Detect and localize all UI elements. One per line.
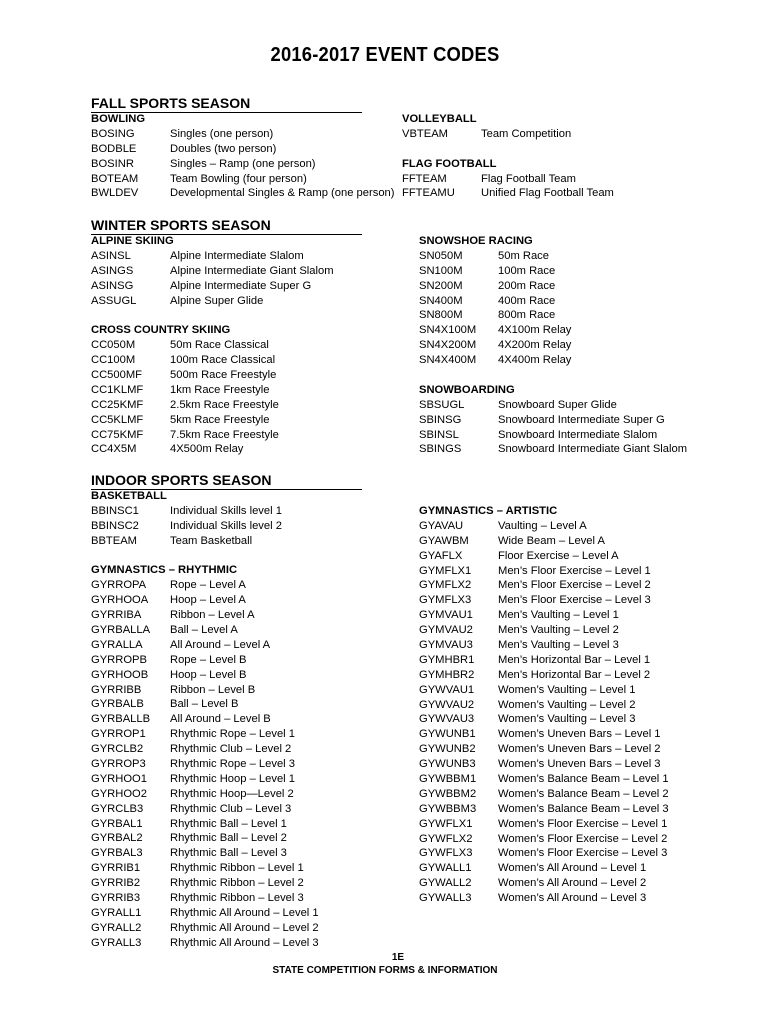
event-description: 50m Race <box>498 249 549 262</box>
sport-category-heading: ALPINE SKIING <box>91 235 174 247</box>
event-description: Ball – Level B <box>170 698 239 711</box>
event-description: Women’s All Around – Level 3 <box>498 892 647 905</box>
event-description: Men’s Floor Exercise – Level 1 <box>498 564 651 577</box>
event-row <box>419 623 669 638</box>
event-row <box>419 294 687 309</box>
event-description: Team Bowling (four person) <box>170 172 307 185</box>
event-description: Snowboard Intermediate Super G <box>498 413 665 426</box>
event-row <box>419 832 669 847</box>
event-code: GYMVAU1 <box>419 609 473 622</box>
event-code: GYRROPB <box>91 653 147 666</box>
spacer <box>91 549 319 564</box>
event-code: GYWBBM1 <box>419 773 477 786</box>
event-description: Rhythmic Ribbon – Level 3 <box>170 892 304 905</box>
event-row <box>419 817 669 832</box>
event-code: CC1KLMF <box>91 383 144 396</box>
event-description: Wide Beam – Level A <box>498 534 605 547</box>
event-code: GYRROP1 <box>91 728 146 741</box>
event-description: 800m Race <box>498 309 556 322</box>
event-description: Rhythmic Ribbon – Level 1 <box>170 862 304 875</box>
event-code: GYMVAU2 <box>419 624 473 637</box>
event-row <box>91 608 319 623</box>
event-description: 100m Race Classical <box>170 354 276 367</box>
event-row <box>91 186 395 201</box>
event-description: 4X200m Relay <box>498 339 572 352</box>
event-description: Hoop – Level A <box>170 594 246 607</box>
sport-category-heading: BOWLING <box>91 113 146 125</box>
event-row <box>91 772 319 787</box>
event-row <box>91 413 334 428</box>
event-description: Men’s Horizontal Bar – Level 1 <box>498 653 651 666</box>
event-code: GYRALL2 <box>91 921 142 934</box>
event-row <box>419 861 669 876</box>
event-description: Snowboard Super Glide <box>498 398 617 411</box>
event-description: Ribbon – Level A <box>170 609 255 622</box>
event-code: SN200M <box>419 279 463 292</box>
event-row <box>91 578 319 593</box>
event-code: CC25KMF <box>91 398 144 411</box>
event-row <box>91 519 319 534</box>
event-description: Women’s Floor Exercise – Level 1 <box>498 817 668 830</box>
event-row <box>419 638 669 653</box>
event-code: GYRROPA <box>91 579 147 592</box>
event-description: Women’s Uneven Bars – Level 1 <box>498 728 661 741</box>
event-row <box>419 323 687 338</box>
event-description: All Around – Level A <box>170 638 271 651</box>
event-description: Flag Football Team <box>481 172 576 185</box>
event-code: SN050M <box>419 249 463 262</box>
event-row <box>91 936 319 951</box>
event-code: BOTEAM <box>91 172 139 185</box>
event-code: GYRBAL2 <box>91 832 143 845</box>
fall-left-block <box>91 112 395 201</box>
fall-right-block <box>402 112 614 201</box>
event-row <box>91 638 319 653</box>
section-heading-winter: WINTER SPORTS SEASON <box>91 218 362 235</box>
event-description: Rhythmic Ribbon – Level 2 <box>170 877 304 890</box>
event-code: GYRHOO1 <box>91 772 147 785</box>
event-description: 4X100m Relay <box>498 324 572 337</box>
event-code: GYWUNB2 <box>419 743 476 756</box>
event-description: Floor Exercise – Level A <box>498 549 619 562</box>
event-code: CC500MF <box>91 369 142 382</box>
event-description: Rhythmic All Around – Level 2 <box>170 921 319 934</box>
event-description: Women’s Floor Exercise – Level 2 <box>498 832 668 845</box>
event-code: SBSUGL <box>419 398 465 411</box>
event-code: GYAWBM <box>419 534 469 547</box>
event-code: CC4X5M <box>91 443 137 456</box>
event-code: SN400M <box>419 294 463 307</box>
event-row <box>91 353 334 368</box>
event-row <box>91 846 319 861</box>
event-description: Rhythmic Hoop – Level 1 <box>170 772 295 785</box>
event-description: Men’s Floor Exercise – Level 2 <box>498 579 651 592</box>
indoor-left-block <box>91 489 319 951</box>
event-row <box>91 742 319 757</box>
event-code: GYWBBM2 <box>419 787 477 800</box>
event-code: GYWUNB1 <box>419 728 476 741</box>
event-code: BOSING <box>91 127 135 140</box>
event-code: GYRRIBB <box>91 683 142 696</box>
sport-category-heading: FLAG FOOTBALL <box>402 157 497 170</box>
event-code: GYWALL3 <box>419 892 472 905</box>
event-description: Unified Flag Football Team <box>481 187 614 200</box>
event-row <box>419 891 669 906</box>
event-row <box>91 534 319 549</box>
event-row <box>91 172 395 187</box>
event-row <box>419 653 669 668</box>
event-description: Hoop – Level B <box>170 668 247 681</box>
event-code: GYMVAU3 <box>419 639 473 652</box>
event-row <box>402 172 614 187</box>
event-description: Women’s Vaulting – Level 1 <box>498 683 636 696</box>
event-code: VBTEAM <box>402 127 449 140</box>
event-code: GYWVAU1 <box>419 683 475 696</box>
event-description: Rope – Level B <box>170 653 247 666</box>
event-row <box>91 891 319 906</box>
event-code: ASSUGL <box>91 294 137 307</box>
event-description: Alpine Intermediate Slalom <box>170 249 304 262</box>
event-row <box>419 757 669 772</box>
event-description: 50m Race Classical <box>170 339 269 352</box>
event-code: ASINSG <box>91 279 134 292</box>
event-description: Women’s Uneven Bars – Level 3 <box>498 758 661 771</box>
event-code: GYWUNB3 <box>419 758 476 771</box>
event-row <box>91 757 319 772</box>
event-row <box>91 683 319 698</box>
event-description: Men’s Horizontal Bar – Level 2 <box>498 668 651 681</box>
event-description: Rhythmic Club – Level 2 <box>170 743 292 756</box>
event-description: Ribbon – Level B <box>170 683 256 696</box>
event-row <box>91 442 334 457</box>
event-description: 500m Race Freestyle <box>170 369 277 382</box>
event-row <box>419 727 669 742</box>
event-code: SBINGS <box>419 443 462 456</box>
sport-category-heading: SNOWBOARDING <box>419 383 515 396</box>
event-code: GYWVAU3 <box>419 713 475 726</box>
event-code: SN800M <box>419 309 463 322</box>
sport-category-heading: BASKETBALL <box>91 490 167 502</box>
event-code: FFTEAMU <box>402 187 455 200</box>
event-row <box>91 264 334 279</box>
event-code: ASINGS <box>91 264 134 277</box>
event-description: Women’s All Around – Level 1 <box>498 862 647 875</box>
event-code: GYMHBR1 <box>419 653 475 666</box>
event-code: SN100M <box>419 264 463 277</box>
event-code: GYAFLX <box>419 549 463 562</box>
event-code: CC75KMF <box>91 428 144 441</box>
event-row <box>419 712 669 727</box>
event-row <box>91 668 319 683</box>
event-description: Developmental Singles & Ramp (one person) <box>170 187 395 200</box>
event-code: GYRBAL1 <box>91 817 143 830</box>
event-code: SN4X100M <box>419 324 477 337</box>
sport-category-heading: GYMNASTICS – RHYTHMIC <box>91 564 238 577</box>
section-heading-indoor: INDOOR SPORTS SEASON <box>91 473 362 490</box>
event-code: SBINSG <box>419 413 462 426</box>
event-row <box>91 802 319 817</box>
event-code: ASINSL <box>91 249 131 262</box>
spacer <box>402 142 614 157</box>
event-description: 2.5km Race Freestyle <box>170 398 279 411</box>
page-title: 2016-2017 EVENT CODES <box>270 44 500 66</box>
event-row <box>91 294 334 309</box>
event-row <box>419 683 669 698</box>
event-description: All Around – Level B <box>170 713 271 726</box>
event-description: 200m Race <box>498 279 556 292</box>
event-row <box>419 442 687 457</box>
event-row <box>419 264 687 279</box>
event-row <box>419 564 669 579</box>
event-code: CC5KLMF <box>91 413 144 426</box>
event-row <box>91 249 334 264</box>
event-code: GYRALL1 <box>91 906 142 919</box>
event-row <box>419 549 669 564</box>
event-code: GYMFLX2 <box>419 579 472 592</box>
event-row <box>419 249 687 264</box>
event-description: Vaulting – Level A <box>498 519 587 532</box>
event-code: GYRHOOB <box>91 668 149 681</box>
event-row <box>419 668 669 683</box>
winter-left-block <box>91 234 334 457</box>
event-code: GYMHBR2 <box>419 668 475 681</box>
event-description: Women’s All Around – Level 2 <box>498 877 647 890</box>
event-description: Women’s Floor Exercise – Level 3 <box>498 847 668 860</box>
event-description: Team Basketball <box>170 534 253 547</box>
event-code: GYWFLX1 <box>419 817 473 830</box>
event-row <box>402 186 614 201</box>
event-description: Men’s Vaulting – Level 2 <box>498 624 619 637</box>
event-code: GYRALL3 <box>91 936 142 949</box>
event-code: GYRBALB <box>91 698 144 711</box>
event-description: Snowboard Intermediate Slalom <box>498 428 658 441</box>
event-row <box>91 623 319 638</box>
event-row <box>91 712 319 727</box>
event-row <box>91 697 319 712</box>
event-row <box>419 308 687 323</box>
event-description: Women’s Vaulting – Level 2 <box>498 698 636 711</box>
event-row <box>91 428 334 443</box>
event-row <box>419 742 669 757</box>
event-row <box>91 338 334 353</box>
event-code: GYRRIB1 <box>91 862 141 875</box>
event-description: Women’s Balance Beam – Level 3 <box>498 802 669 815</box>
event-code: GYMFLX1 <box>419 564 472 577</box>
event-description: 400m Race <box>498 294 556 307</box>
event-description: Men’s Vaulting – Level 1 <box>498 609 619 622</box>
event-row <box>91 787 319 802</box>
event-description: Rhythmic All Around – Level 1 <box>170 906 319 919</box>
event-description: Alpine Intermediate Giant Slalom <box>170 264 334 277</box>
event-row <box>91 727 319 742</box>
event-row <box>91 876 319 891</box>
sport-category-heading: VOLLEYBALL <box>402 113 477 125</box>
event-row <box>91 279 334 294</box>
event-description: Individual Skills level 2 <box>170 519 282 532</box>
event-row <box>419 608 669 623</box>
event-row <box>91 653 319 668</box>
event-code: GYRRIB2 <box>91 877 141 890</box>
section-heading-fall: FALL SPORTS SEASON <box>91 96 362 113</box>
event-description: Singles – Ramp (one person) <box>170 157 316 170</box>
event-row <box>91 142 395 157</box>
event-code: GYRRIB3 <box>91 892 141 905</box>
event-code: BBTEAM <box>91 534 138 547</box>
event-row <box>419 398 687 413</box>
event-row <box>91 906 319 921</box>
event-code: GYAVAU <box>419 519 464 532</box>
event-code: SBINSL <box>419 428 459 441</box>
event-code: BOSINR <box>91 157 134 170</box>
event-code: CC100M <box>91 354 136 367</box>
event-description: Men’s Vaulting – Level 3 <box>498 639 619 652</box>
event-row <box>91 157 395 172</box>
event-description: Individual Skills level 1 <box>170 504 282 517</box>
event-description: 1km Race Freestyle <box>170 383 270 396</box>
event-row <box>91 817 319 832</box>
event-code: CC050M <box>91 339 136 352</box>
event-code: GYRROP3 <box>91 758 146 771</box>
event-code: BWLDEV <box>91 187 139 200</box>
event-row <box>419 876 669 891</box>
spacer <box>419 368 687 383</box>
event-row <box>419 593 669 608</box>
event-row <box>91 398 334 413</box>
event-description: 4X500m Relay <box>170 443 244 456</box>
event-row <box>91 127 395 142</box>
event-description: Alpine Intermediate Super G <box>170 279 312 292</box>
event-code: BBINSC2 <box>91 519 139 532</box>
event-row <box>91 368 334 383</box>
event-row <box>419 698 669 713</box>
event-row <box>419 338 687 353</box>
event-row <box>419 519 669 534</box>
event-description: Rhythmic Hoop—Level 2 <box>170 787 294 800</box>
event-description: Doubles (two person) <box>170 142 277 155</box>
event-row <box>419 846 669 861</box>
event-code: GYMFLX3 <box>419 594 472 607</box>
event-code: GYRBAL3 <box>91 847 143 860</box>
event-code: SN4X200M <box>419 339 477 352</box>
event-code: GYWFLX2 <box>419 832 473 845</box>
event-description: Singles (one person) <box>170 127 274 140</box>
event-row <box>419 353 687 368</box>
event-code: GYWALL1 <box>419 862 472 875</box>
event-description: Rhythmic Ball – Level 2 <box>170 832 287 845</box>
event-description: Rhythmic Club – Level 3 <box>170 802 292 815</box>
event-row <box>419 787 669 802</box>
event-code: GYWBBM3 <box>419 802 477 815</box>
spacer <box>91 308 334 323</box>
event-row <box>91 504 319 519</box>
sport-category-heading: SNOWSHOE RACING <box>419 235 533 247</box>
event-code: GYRHOO2 <box>91 787 147 800</box>
event-description: 100m Race <box>498 264 556 277</box>
event-description: Men’s Floor Exercise – Level 3 <box>498 594 651 607</box>
event-code: GYRALLA <box>91 638 143 651</box>
event-description: Women’s Balance Beam – Level 1 <box>498 773 669 786</box>
event-description: Rhythmic Rope – Level 1 <box>170 728 295 741</box>
event-description: 5km Race Freestyle <box>170 413 270 426</box>
event-row <box>91 861 319 876</box>
winter-right-block <box>419 234 687 457</box>
event-code: FFTEAM <box>402 172 447 185</box>
event-row <box>91 383 334 398</box>
page-number: 1E <box>391 952 405 963</box>
event-row <box>419 413 687 428</box>
event-code: GYWALL2 <box>419 877 472 890</box>
event-code: GYWVAU2 <box>419 698 475 711</box>
event-row <box>419 428 687 443</box>
footer-title: STATE COMPETITION FORMS & INFORMATION <box>272 965 498 976</box>
sport-category-heading: GYMNASTICS – ARTISTIC <box>419 505 558 517</box>
event-row <box>91 921 319 936</box>
event-code: GYRBALLA <box>91 624 151 637</box>
event-description: Rhythmic Ball – Level 1 <box>170 817 287 830</box>
event-description: Snowboard Intermediate Giant Slalom <box>498 443 688 456</box>
event-row <box>91 831 319 846</box>
event-code: BODBLE <box>91 142 137 155</box>
event-row <box>419 802 669 817</box>
event-row <box>419 578 669 593</box>
event-code: GYRCLB2 <box>91 743 144 756</box>
event-description: 7.5km Race Freestyle <box>170 428 279 441</box>
event-description: Team Competition <box>481 127 572 140</box>
event-row <box>419 279 687 294</box>
event-row <box>91 593 319 608</box>
event-row <box>402 127 614 142</box>
event-description: Women’s Balance Beam – Level 2 <box>498 787 669 800</box>
event-description: Women’s Vaulting – Level 3 <box>498 713 636 726</box>
event-description: Women’s Uneven Bars – Level 2 <box>498 743 661 756</box>
event-description: Ball – Level A <box>170 624 238 637</box>
event-description: Rhythmic All Around – Level 3 <box>170 936 319 949</box>
event-code: GYRHOOA <box>91 594 149 607</box>
event-description: Rhythmic Ball – Level 3 <box>170 847 287 860</box>
sport-category-heading: CROSS COUNTRY SKIING <box>91 324 231 337</box>
event-code: BBINSC1 <box>91 504 139 517</box>
event-code: GYRCLB3 <box>91 802 144 815</box>
event-code: GYRRIBA <box>91 609 142 622</box>
event-code: GYWFLX3 <box>419 847 473 860</box>
event-description: Alpine Super Glide <box>170 294 264 307</box>
event-row <box>419 534 669 549</box>
event-description: 4X400m Relay <box>498 354 572 367</box>
event-row <box>419 772 669 787</box>
event-description: Rhythmic Rope – Level 3 <box>170 758 295 771</box>
indoor-right-block <box>419 504 669 906</box>
event-description: Rope – Level A <box>170 579 246 592</box>
event-code: SN4X400M <box>419 354 477 367</box>
event-code: GYRBALLB <box>91 713 151 726</box>
